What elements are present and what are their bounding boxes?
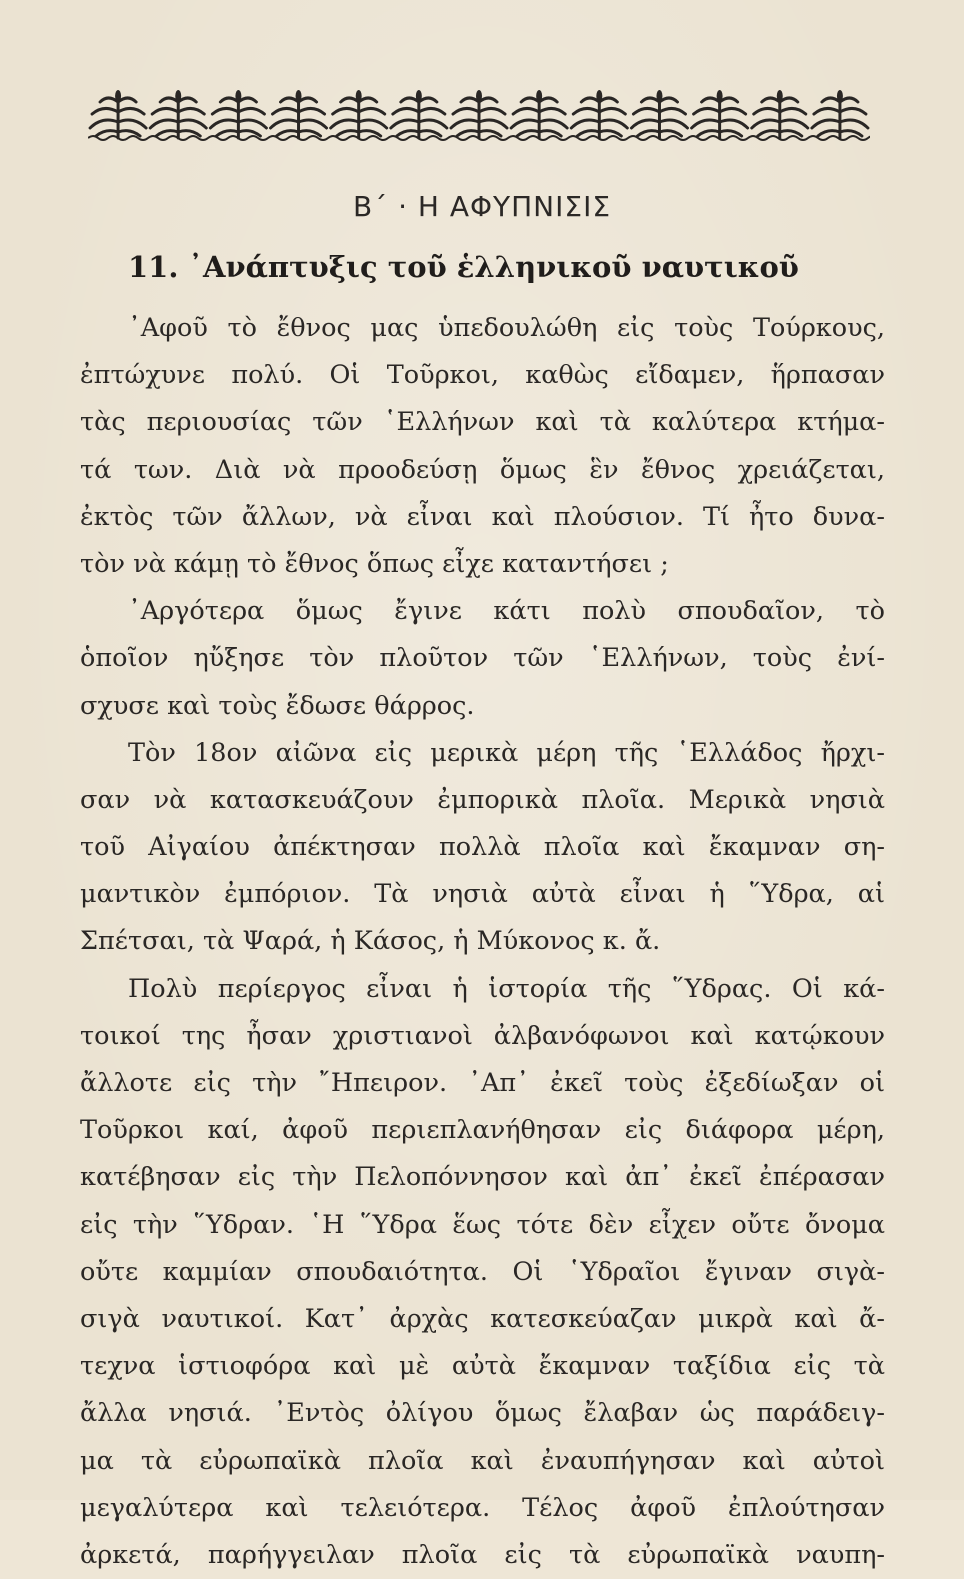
- chapter-heading: Β΄ · Η ΑΦΥΠΝΙΣΙΣ: [352, 190, 612, 223]
- text-line: ᾿Αφοῦ τὸ ἔθνος μας ὑπεδουλώθη εἰς τοὺς Τούρκους,: [128, 313, 885, 343]
- text-line: Πολὺ περίεργος εἶναι ἡ ἱστορία τῆς ῞Υδρας. Οἱ κά-: [128, 973, 885, 1004]
- text-line: ἐπτώχυνε πολύ. Οἱ Τοῦρκοι, καθὼς εἴδαμεν, ἥρπασαν: [80, 360, 885, 391]
- section-title-text: ᾿Ανάπτυξις τοῦ ἑλληνικοῦ ναυτικοῦ: [188, 250, 799, 284]
- text-line: Τοῦρκοι καί, ἀφοῦ περιεπλανήθησαν εἰς διάφορα μέρη,: [80, 1115, 885, 1146]
- text-line: σιγὰ ναυτικοί. Κατ᾿ ἀρχὰς κατεσκεύαζαν μικρὰ καὶ ἄ-: [80, 1303, 885, 1334]
- text-line: τοῦ Αἰγαίου ἀπέκτησαν πολλὰ πλοῖα καὶ ἔκαμναν ση-: [80, 832, 885, 863]
- text-line: τὸν νὰ κάμῃ τὸ ἔθνος ὅπως εἶχε καταντήσει ;: [80, 548, 669, 579]
- text-line: τὰς περιουσίας τῶν ῾Ελλήνων καὶ τὰ καλύτερα κτήμα-: [80, 407, 885, 438]
- text-line: τά των. Διὰ νὰ προοδεύσῃ ὅμως ἓν ἔθνος χρειάζεται,: [80, 454, 885, 485]
- palm-frieze-icon: [88, 88, 870, 148]
- text-line: μεγαλύτερα καὶ τελειότερα. Τέλος ἀφοῦ ἐπλούτησαν: [80, 1492, 885, 1523]
- text-line: μα τὰ εὐρωπαϊκὰ πλοῖα καὶ ἐναυπήγησαν καὶ αὐτοὶ: [80, 1445, 885, 1476]
- text-line: οὔτε καμμίαν σπουδαιότητα. Οἱ ῾Υδραῖοι ἔγιναν σιγὰ-: [80, 1256, 885, 1287]
- text-line: ᾿Αργότερα ὅμως ἔγινε κάτι πολὺ σπουδαῖον, τὸ: [128, 596, 885, 627]
- text-line: ἀρκετά, παρήγγειλαν πλοῖα εἰς τὰ εὐρωπαϊκὰ ναυπη-: [80, 1539, 885, 1570]
- text-line: ὁποῖον ηὔξησε τὸν πλοῦτον τῶν ῾Ελλήνων, τοὺς ἐνί-: [80, 643, 885, 674]
- text-line: τεχνα ἱστιοφόρα καὶ μὲ αὐτὰ ἔκαμναν ταξίδια εἰς τὰ: [80, 1351, 885, 1382]
- text-line: ἐκτὸς τῶν ἄλλων, νὰ εἶναι καὶ πλούσιον. Τί ἦτο δυνα-: [80, 501, 885, 532]
- section-number: 11.: [128, 250, 179, 284]
- text-line: ἄλλοτε εἰς τὴν ῎Ηπειρον. ᾿Απ᾿ ἐκεῖ τοὺς ἐξεδίωξαν οἱ: [80, 1068, 885, 1098]
- text-line: μαντικὸν ἐμπόριον. Τὰ νησιὰ αὐτὰ εἶναι ἡ ῞Υδρα, αἱ: [80, 879, 885, 910]
- text-line: Τὸν 18ον αἰῶνα εἰς μερικὰ μέρη τῆς ῾Ελλάδος ἤρχι-: [128, 737, 885, 768]
- text-line: Σπέτσαι, τὰ Ψαρά, ἡ Κάσος, ἡ Μύκονος κ. ἄ.: [80, 926, 661, 957]
- text-line: κατέβησαν εἰς τὴν Πελοπόννησον καὶ ἀπ᾿ ἐκεῖ ἐπέρασαν: [80, 1162, 885, 1193]
- section-title: [128, 250, 888, 284]
- text-line: σχυσε καὶ τοὺς ἔδωσε θάρρος.: [80, 690, 475, 721]
- text-line: εἰς τὴν ῞Υδραν. ῾Η ῞Υδρα ἕως τότε δὲν εἶχεν οὔτε ὄνομα: [80, 1209, 885, 1240]
- text-line: τοικοί της ἦσαν χριστιανοὶ ἀλβανόφωνοι καὶ κατῴκουν: [80, 1020, 885, 1051]
- text-line: σαν νὰ κατασκευάζουν ἐμπορικὰ πλοῖα. Μερικὰ νησιὰ: [80, 784, 885, 815]
- body-text: [80, 305, 885, 1579]
- text-line: ἄλλα νησιά. ᾿Εντὸς ὀλίγου ὅμως ἔλαβαν ὡς παράδειγ-: [80, 1398, 885, 1429]
